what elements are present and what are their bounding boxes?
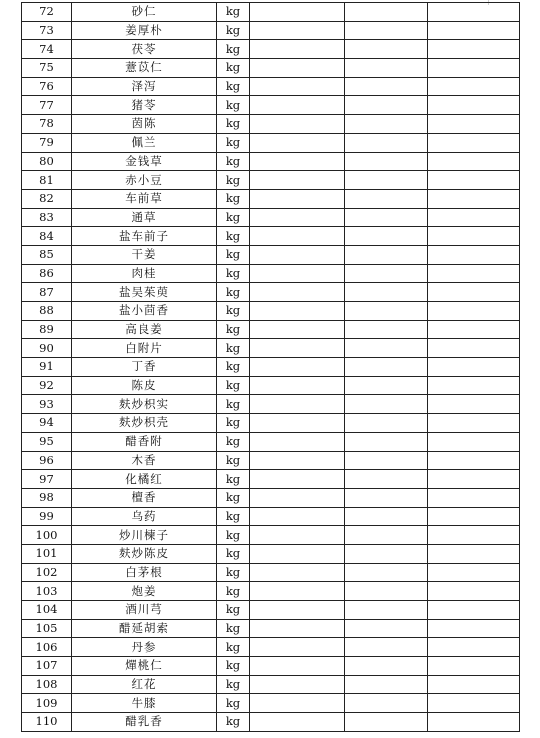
row-number-cell: 74 [22, 40, 72, 59]
table-row [22, 675, 520, 694]
blank-cell-c [428, 395, 520, 414]
blank-cell-b [345, 264, 428, 283]
unit-cell: kg [217, 526, 250, 545]
blank-cell-a [250, 638, 345, 657]
row-number-cell: 90 [22, 339, 72, 358]
table-row [22, 133, 520, 152]
blank-cell-b [345, 171, 428, 190]
herb-name-cell: 醋香附 [72, 432, 217, 451]
row-number-cell: 75 [22, 59, 72, 78]
herb-name-cell: 茵陈 [72, 115, 217, 134]
table-row [22, 208, 520, 227]
table-row [22, 339, 520, 358]
blank-cell-b [345, 115, 428, 134]
table-row [22, 171, 520, 190]
blank-cell-a [250, 713, 345, 732]
blank-cell-a [250, 582, 345, 601]
blank-cell-b [345, 320, 428, 339]
blank-cell-c [428, 694, 520, 713]
unit-cell: kg [217, 283, 250, 302]
blank-cell-b [345, 152, 428, 171]
unit-cell: kg [217, 3, 250, 22]
herb-name-cell: 木香 [72, 451, 217, 470]
row-number-cell: 73 [22, 21, 72, 40]
blank-cell-a [250, 563, 345, 582]
table-row [22, 302, 520, 321]
blank-cell-a [250, 77, 345, 96]
blank-cell-c [428, 96, 520, 115]
herb-name-cell: 乌药 [72, 507, 217, 526]
blank-cell-a [250, 320, 345, 339]
blank-cell-c [428, 189, 520, 208]
blank-cell-b [345, 59, 428, 78]
unit-cell: kg [217, 115, 250, 134]
blank-cell-b [345, 601, 428, 620]
unit-cell: kg [217, 171, 250, 190]
herb-name-cell: 姜厚朴 [72, 21, 217, 40]
table-row [22, 582, 520, 601]
blank-cell-a [250, 619, 345, 638]
herb-name-cell: 泽泻 [72, 77, 217, 96]
unit-cell: kg [217, 713, 250, 732]
unit-cell: kg [217, 77, 250, 96]
unit-cell: kg [217, 96, 250, 115]
blank-cell-c [428, 358, 520, 377]
blank-cell-b [345, 77, 428, 96]
unit-cell: kg [217, 152, 250, 171]
unit-cell: kg [217, 264, 250, 283]
table-row [22, 638, 520, 657]
row-number-cell: 78 [22, 115, 72, 134]
herb-name-cell: 盐小茴香 [72, 302, 217, 321]
unit-cell: kg [217, 675, 250, 694]
herb-name-cell: 茯苓 [72, 40, 217, 59]
unit-cell: kg [217, 21, 250, 40]
herb-name-cell: 猪苓 [72, 96, 217, 115]
table-row [22, 21, 520, 40]
table-row [22, 376, 520, 395]
row-number-cell: 108 [22, 675, 72, 694]
blank-cell-c [428, 601, 520, 620]
blank-cell-b [345, 507, 428, 526]
herb-name-cell: 醋延胡索 [72, 619, 217, 638]
blank-cell-c [428, 638, 520, 657]
unit-cell: kg [217, 133, 250, 152]
blank-cell-a [250, 21, 345, 40]
row-number-cell: 80 [22, 152, 72, 171]
table-row [22, 245, 520, 264]
table-body [22, 3, 520, 732]
blank-cell-c [428, 657, 520, 676]
row-number-cell: 72 [22, 3, 72, 22]
row-number-cell: 102 [22, 563, 72, 582]
table-row [22, 152, 520, 171]
table-row [22, 358, 520, 377]
table-row [22, 264, 520, 283]
blank-cell-b [345, 414, 428, 433]
table-row [22, 77, 520, 96]
row-number-cell: 93 [22, 395, 72, 414]
blank-cell-a [250, 96, 345, 115]
blank-cell-c [428, 675, 520, 694]
row-number-cell: 82 [22, 189, 72, 208]
herb-name-cell: 干姜 [72, 245, 217, 264]
unit-cell: kg [217, 694, 250, 713]
row-number-cell: 99 [22, 507, 72, 526]
blank-cell-b [345, 563, 428, 582]
herb-name-cell: 砂仁 [72, 3, 217, 22]
table-row [22, 3, 520, 22]
table-row [22, 601, 520, 620]
blank-cell-c [428, 713, 520, 732]
row-number-cell: 79 [22, 133, 72, 152]
unit-cell: kg [217, 376, 250, 395]
table-row [22, 451, 520, 470]
blank-cell-b [345, 227, 428, 246]
row-number-cell: 88 [22, 302, 72, 321]
table-row [22, 488, 520, 507]
herb-name-cell: 陈皮 [72, 376, 217, 395]
row-number-cell: 89 [22, 320, 72, 339]
table-row [22, 563, 520, 582]
herb-name-cell: 红花 [72, 675, 217, 694]
blank-cell-c [428, 339, 520, 358]
unit-cell: kg [217, 544, 250, 563]
row-number-cell: 76 [22, 77, 72, 96]
unit-cell: kg [217, 302, 250, 321]
herb-name-cell: 麸炒陈皮 [72, 544, 217, 563]
herb-name-cell: 炮姜 [72, 582, 217, 601]
blank-cell-c [428, 283, 520, 302]
blank-cell-b [345, 189, 428, 208]
herb-name-cell: 肉桂 [72, 264, 217, 283]
row-number-cell: 105 [22, 619, 72, 638]
herb-name-cell: 盐吴茱萸 [72, 283, 217, 302]
row-number-cell: 97 [22, 470, 72, 489]
unit-cell: kg [217, 395, 250, 414]
blank-cell-a [250, 488, 345, 507]
blank-cell-c [428, 563, 520, 582]
blank-cell-a [250, 675, 345, 694]
blank-cell-b [345, 694, 428, 713]
herb-price-table [21, 2, 520, 732]
blank-cell-b [345, 3, 428, 22]
blank-cell-b [345, 358, 428, 377]
row-number-cell: 107 [22, 657, 72, 676]
unit-cell: kg [217, 358, 250, 377]
table-row [22, 713, 520, 732]
unit-cell: kg [217, 638, 250, 657]
table-row [22, 320, 520, 339]
blank-cell-a [250, 115, 345, 134]
table-row [22, 619, 520, 638]
herb-name-cell: 车前草 [72, 189, 217, 208]
row-number-cell: 91 [22, 358, 72, 377]
blank-cell-a [250, 40, 345, 59]
blank-cell-b [345, 339, 428, 358]
row-number-cell: 104 [22, 601, 72, 620]
unit-cell: kg [217, 432, 250, 451]
unit-cell: kg [217, 451, 250, 470]
blank-cell-c [428, 320, 520, 339]
blank-cell-a [250, 3, 345, 22]
blank-cell-a [250, 601, 345, 620]
herb-name-cell: 通草 [72, 208, 217, 227]
blank-cell-c [428, 208, 520, 227]
herb-name-cell: 佩兰 [72, 133, 217, 152]
herb-name-cell: 麸炒枳壳 [72, 414, 217, 433]
herb-name-cell: 白附片 [72, 339, 217, 358]
unit-cell: kg [217, 227, 250, 246]
row-number-cell: 98 [22, 488, 72, 507]
blank-cell-c [428, 245, 520, 264]
blank-cell-a [250, 208, 345, 227]
blank-cell-b [345, 245, 428, 264]
row-number-cell: 101 [22, 544, 72, 563]
blank-cell-a [250, 376, 345, 395]
row-number-cell: 106 [22, 638, 72, 657]
blank-cell-c [428, 40, 520, 59]
blank-cell-a [250, 526, 345, 545]
row-number-cell: 86 [22, 264, 72, 283]
blank-cell-c [428, 171, 520, 190]
blank-cell-b [345, 40, 428, 59]
herb-name-cell: 牛膝 [72, 694, 217, 713]
table-row [22, 40, 520, 59]
blank-cell-b [345, 470, 428, 489]
blank-cell-c [428, 302, 520, 321]
blank-cell-c [428, 470, 520, 489]
blank-cell-c [428, 544, 520, 563]
unit-cell: kg [217, 619, 250, 638]
unit-cell: kg [217, 601, 250, 620]
blank-cell-c [428, 619, 520, 638]
blank-cell-b [345, 395, 428, 414]
unit-cell: kg [217, 245, 250, 264]
blank-cell-b [345, 133, 428, 152]
blank-cell-a [250, 451, 345, 470]
table-row [22, 96, 520, 115]
blank-cell-b [345, 544, 428, 563]
unit-cell: kg [217, 189, 250, 208]
herb-name-cell: 檀香 [72, 488, 217, 507]
blank-cell-a [250, 59, 345, 78]
blank-cell-c [428, 507, 520, 526]
unit-cell: kg [217, 488, 250, 507]
row-number-cell: 87 [22, 283, 72, 302]
table-row [22, 414, 520, 433]
row-number-cell: 77 [22, 96, 72, 115]
blank-cell-b [345, 582, 428, 601]
herb-name-cell: 酒川芎 [72, 601, 217, 620]
row-number-cell: 92 [22, 376, 72, 395]
row-number-cell: 110 [22, 713, 72, 732]
herb-name-cell: 白茅根 [72, 563, 217, 582]
blank-cell-a [250, 245, 345, 264]
unit-cell: kg [217, 657, 250, 676]
blank-cell-c [428, 432, 520, 451]
blank-cell-c [428, 488, 520, 507]
table-row [22, 694, 520, 713]
table-row [22, 283, 520, 302]
blank-cell-a [250, 227, 345, 246]
blank-cell-a [250, 283, 345, 302]
blank-cell-a [250, 414, 345, 433]
blank-cell-c [428, 376, 520, 395]
row-number-cell: 94 [22, 414, 72, 433]
unit-cell: kg [217, 582, 250, 601]
blank-cell-c [428, 3, 520, 22]
blank-cell-c [428, 133, 520, 152]
unit-cell: kg [217, 40, 250, 59]
blank-cell-c [428, 414, 520, 433]
herb-name-cell: 盐车前子 [72, 227, 217, 246]
blank-cell-a [250, 470, 345, 489]
blank-cell-b [345, 657, 428, 676]
blank-cell-b [345, 208, 428, 227]
blank-cell-c [428, 152, 520, 171]
blank-cell-c [428, 77, 520, 96]
herb-name-cell: 赤小豆 [72, 171, 217, 190]
blank-cell-a [250, 171, 345, 190]
unit-cell: kg [217, 563, 250, 582]
row-number-cell: 84 [22, 227, 72, 246]
herb-name-cell: 丹参 [72, 638, 217, 657]
blank-cell-b [345, 432, 428, 451]
blank-cell-b [345, 283, 428, 302]
herb-name-cell: 炒川楝子 [72, 526, 217, 545]
table-row [22, 59, 520, 78]
blank-cell-a [250, 189, 345, 208]
table-row [22, 227, 520, 246]
row-number-cell: 95 [22, 432, 72, 451]
herb-name-cell: 燀桃仁 [72, 657, 217, 676]
row-number-cell: 83 [22, 208, 72, 227]
blank-cell-b [345, 675, 428, 694]
blank-cell-b [345, 451, 428, 470]
table-row [22, 189, 520, 208]
herb-name-cell: 薏苡仁 [72, 59, 217, 78]
blank-cell-a [250, 339, 345, 358]
blank-cell-b [345, 302, 428, 321]
blank-cell-a [250, 507, 345, 526]
unit-cell: kg [217, 507, 250, 526]
unit-cell: kg [217, 208, 250, 227]
blank-cell-a [250, 694, 345, 713]
row-number-cell: 96 [22, 451, 72, 470]
blank-cell-a [250, 657, 345, 676]
blank-cell-a [250, 395, 345, 414]
blank-cell-c [428, 264, 520, 283]
blank-cell-b [345, 713, 428, 732]
row-number-cell: 109 [22, 694, 72, 713]
blank-cell-c [428, 451, 520, 470]
herb-name-cell: 麸炒枳实 [72, 395, 217, 414]
blank-cell-b [345, 638, 428, 657]
herb-name-cell: 化橘红 [72, 470, 217, 489]
herb-name-cell: 金钱草 [72, 152, 217, 171]
blank-cell-c [428, 227, 520, 246]
blank-cell-c [428, 115, 520, 134]
blank-cell-a [250, 544, 345, 563]
row-number-cell: 100 [22, 526, 72, 545]
unit-cell: kg [217, 414, 250, 433]
row-number-cell: 81 [22, 171, 72, 190]
blank-cell-b [345, 526, 428, 545]
herb-name-cell: 醋乳香 [72, 713, 217, 732]
table-row [22, 115, 520, 134]
blank-cell-c [428, 526, 520, 545]
blank-cell-b [345, 619, 428, 638]
table-row [22, 526, 520, 545]
herb-name-cell: 丁香 [72, 358, 217, 377]
blank-cell-a [250, 302, 345, 321]
row-number-cell: 103 [22, 582, 72, 601]
table-row [22, 544, 520, 563]
blank-cell-a [250, 133, 345, 152]
unit-cell: kg [217, 339, 250, 358]
blank-cell-b [345, 96, 428, 115]
blank-cell-b [345, 21, 428, 40]
blank-cell-a [250, 432, 345, 451]
herb-name-cell: 高良姜 [72, 320, 217, 339]
table-row [22, 657, 520, 676]
blank-cell-a [250, 358, 345, 377]
table-row [22, 470, 520, 489]
unit-cell: kg [217, 470, 250, 489]
blank-cell-a [250, 264, 345, 283]
blank-cell-c [428, 21, 520, 40]
unit-cell: kg [217, 320, 250, 339]
blank-cell-b [345, 376, 428, 395]
unit-cell: kg [217, 59, 250, 78]
blank-cell-c [428, 59, 520, 78]
table-row [22, 395, 520, 414]
blank-cell-b [345, 488, 428, 507]
blank-cell-c [428, 582, 520, 601]
row-number-cell: 85 [22, 245, 72, 264]
blank-cell-a [250, 152, 345, 171]
table-row [22, 507, 520, 526]
table-row [22, 432, 520, 451]
